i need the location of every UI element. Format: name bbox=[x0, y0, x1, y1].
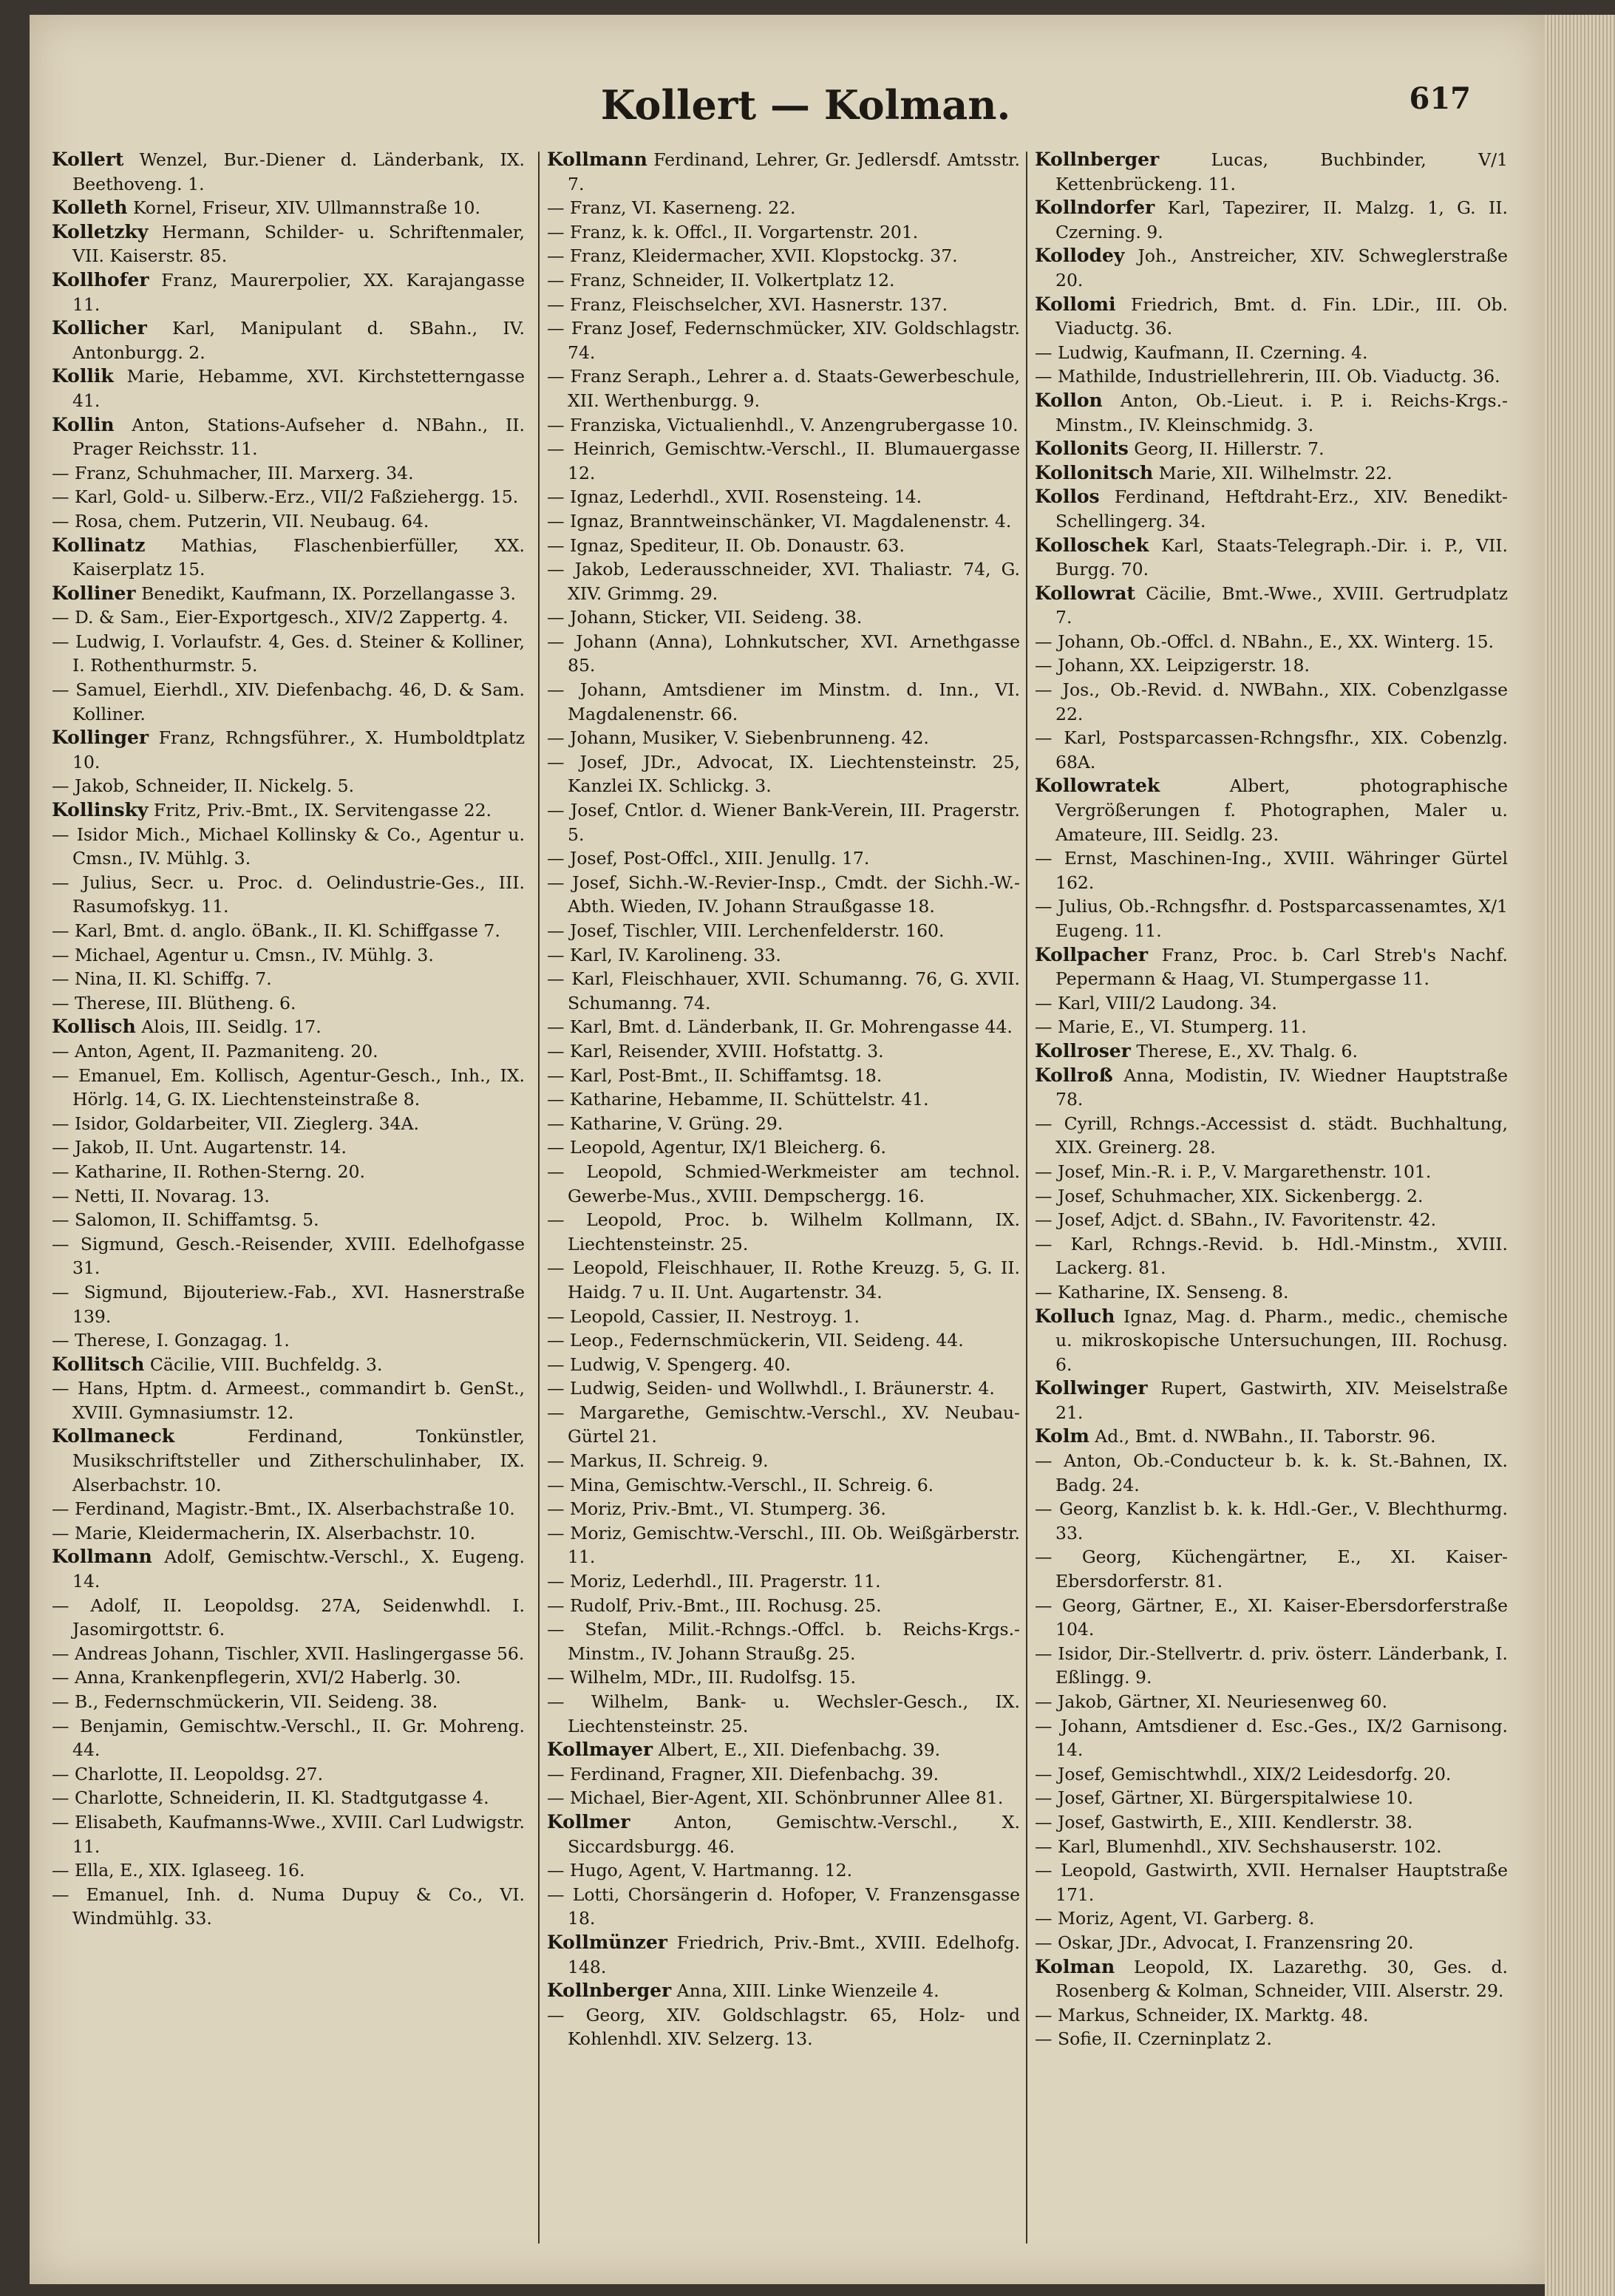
directory-entry: — Isidor, Dir.-Stellvertr. d. priv. österr. Länderbank, I. Eßlingg. 9. bbox=[1035, 1643, 1508, 1688]
directory-entry: — Ella, E., XIX. Iglaseeg. 16. bbox=[52, 1860, 305, 1881]
directory-entry: — Karl, Rchngs.-Revid. b. Hdl.-Minstm., XVIII. Lackerg. 81. bbox=[1035, 1233, 1508, 1279]
directory-entry: — Sigmund, Gesch.-Reisender, XVIII. Edelhofgasse 31. bbox=[52, 1233, 525, 1279]
directory-entry: Kolman Leopold, IX. Lazarethg. 30, Ges. d. Rosenberg & Kolman, Schneider, VIII. Alserstr. 29. bbox=[1035, 1955, 1508, 2002]
directory-entry: — Karl, Blumenhdl., XIV. Sechshauserstr. 102. bbox=[1035, 1835, 1442, 1857]
directory-entry: — Georg, Küchengärtner, E., XI. Kaiser-Ebersdorferstr. 81. bbox=[1035, 1546, 1508, 1592]
directory-entry: — Wilhelm, Bank- u. Wechsler-Gesch., IX. Liechtensteinstr. 25. bbox=[547, 1691, 1020, 1736]
directory-entry: — Franziska, Victualienhdl., V. Anzengrubergasse 10. bbox=[547, 414, 1019, 435]
directory-entry: — Katharine, IX. Senseng. 8. bbox=[1035, 1281, 1289, 1302]
directory-entry: — Karl, Fleischhauer, XVII. Schumanng. 76, G. XVII. Schumanng. 74. bbox=[547, 968, 1020, 1013]
directory-entry: — Benjamin, Gemischtw.-Verschl., II. Gr. Mohreng. 44. bbox=[52, 1715, 525, 1761]
directory-entry: — B., Federnschmückerin, VII. Seideng. 38. bbox=[52, 1691, 438, 1712]
directory-entry: — Karl, VIII/2 Laudong. 34. bbox=[1035, 992, 1277, 1013]
directory-entry: — Markus, II. Schreig. 9. bbox=[547, 1450, 769, 1472]
directory-entry: Kollndorfer Karl, Tapezirer, II. Malzg. 1, G. II. Czerning. 9. bbox=[1035, 197, 1508, 242]
book-page-edge bbox=[1545, 15, 1615, 2296]
directory-entry: — Josef, Post-Offcl., XIII. Jenullg. 17. bbox=[547, 848, 870, 869]
directory-entry: — Josef, Sichh.-W.-Revier-Insp., Cmdt. der Sichh.-W.-Abth. Wieden, IV. Johann Straußgasse 18. bbox=[547, 872, 1020, 917]
directory-entry: — Salomon, II. Schiffamtsg. 5. bbox=[52, 1209, 319, 1231]
directory-entry: Kollmayer Albert, E., XII. Diefenbachg. 39. bbox=[547, 1739, 941, 1761]
directory-entry: Kollnberger Lucas, Buchbinder, V/1 Kettenbrückeng. 11. bbox=[1035, 149, 1508, 194]
directory-entry: — Samuel, Eierhdl., XIV. Diefenbachg. 46, D. & Sam. Kolliner. bbox=[52, 679, 525, 724]
directory-entry: — Franz, Kleidermacher, XVII. Klopstockg. 37. bbox=[547, 245, 958, 267]
directory-entry: — Johann, Musiker, V. Siebenbrunneng. 42. bbox=[547, 727, 929, 749]
page-number: 617 bbox=[1409, 81, 1471, 116]
directory-entry: — Margarethe, Gemischtw.-Verschl., XV. Neubau-Gürtel 21. bbox=[547, 1402, 1020, 1447]
directory-entry: — Johann (Anna), Lohnkutscher, XVI. Arnethgasse 85. bbox=[547, 631, 1020, 676]
directory-entry: — Ludwig, I. Vorlaufstr. 4, Ges. d. Steiner & Kolliner, I. Rothenthurmstr. 5. bbox=[52, 631, 525, 676]
directory-entry: — Ludwig, Seiden- und Wollwhdl., I. Bräunerstr. 4. bbox=[547, 1378, 995, 1399]
directory-entry: Kollonits Georg, II. Hillerstr. 7. bbox=[1035, 438, 1325, 460]
directory-entry: — Elisabeth, Kaufmanns-Wwe., XVIII. Carl Ludwigstr. 11. bbox=[52, 1811, 525, 1857]
directory-entry: — Josef, Schuhmacher, XIX. Sickenbergg. 2. bbox=[1035, 1185, 1424, 1206]
directory-entry: — Ludwig, V. Spengerg. 40. bbox=[547, 1354, 791, 1375]
directory-entry: Kollert Wenzel, Bur.-Diener d. Länderbank, IX. Beethoveng. 1. bbox=[52, 149, 525, 194]
directory-entry: — Therese, I. Gonzagag. 1. bbox=[52, 1330, 290, 1351]
directory-entry: — Georg, Kanzlist b. k. k. Hdl.-Ger., V. Blechthurmg. 33. bbox=[1035, 1498, 1508, 1543]
directory-entry: — Johann, Sticker, VII. Seideng. 38. bbox=[547, 607, 863, 628]
directory-entry: Kollodey Joh., Anstreicher, XIV. Schweglerstraße 20. bbox=[1035, 245, 1508, 291]
directory-entry: — Leopold, Schmied-Werkmeister am technol. Gewerbe-Mus., XVIII. Dempschergg. 16. bbox=[547, 1161, 1020, 1206]
directory-entry: Kollmer Anton, Gemischtw.-Verschl., X. Siccardsburgg. 46. bbox=[547, 1810, 1020, 1857]
directory-entry: — Ignaz, Spediteur, II. Ob. Donaustr. 63. bbox=[547, 534, 905, 556]
directory-entry: — Ignaz, Branntweinschänker, VI. Magdalenenstr. 4. bbox=[547, 510, 1012, 531]
column-middle bbox=[547, 148, 1020, 2262]
directory-entry: — Josef, Tischler, VIII. Lerchenfelderstr. 160. bbox=[547, 920, 945, 941]
directory-entry: — Josef, Adjct. d. SBahn., IV. Favoritenstr. 42. bbox=[1035, 1209, 1437, 1231]
directory-entry: Kollinsky Fritz, Priv.-Bmt., IX. Servitengasse 22. bbox=[52, 799, 492, 821]
directory-entry: — Franz, VI. Kaserneng. 22. bbox=[547, 197, 796, 219]
directory-entry: Kollos Ferdinand, Heftdraht-Erz., XIV. Benedikt-Schellingerg. 34. bbox=[1035, 486, 1508, 531]
directory-entry: — Sofie, II. Czerninplatz 2. bbox=[1035, 2028, 1272, 2050]
directory-entry: Kolleth Kornel, Friseur, XIV. Ullmannstraße 10. bbox=[52, 197, 480, 219]
directory-entry: — Katharine, Hebamme, II. Schüttelstr. 41. bbox=[547, 1089, 929, 1110]
directory-entry: — Lotti, Chorsängerin d. Hofoper, V. Franzensgasse 18. bbox=[547, 1884, 1020, 1929]
directory-entry: — Julius, Secr. u. Proc. d. Oelindustrie-Ges., III. Rasumofskyg. 11. bbox=[52, 872, 525, 917]
directory-entry: — Charlotte, II. Leopoldsg. 27. bbox=[52, 1763, 324, 1784]
directory-entry: — Andreas Johann, Tischler, XVII. Haslingergasse 56. bbox=[52, 1643, 525, 1664]
directory-entry: — Ludwig, Kaufmann, II. Czerning. 4. bbox=[1035, 342, 1368, 363]
directory-entry: — Katharine, V. Grüng. 29. bbox=[547, 1113, 783, 1134]
directory-entry: Kolliner Benedikt, Kaufmann, IX. Porzellangasse 3. bbox=[52, 582, 517, 604]
directory-entry: Kollowratek Albert, photographische Vergrößerungen f. Photographen, Maler u. Amateure, III. Seidlg. 23. bbox=[1035, 775, 1508, 845]
directory-entry: — Moriz, Lederhdl., III. Pragerstr. 11. bbox=[547, 1571, 881, 1592]
directory-entry: — Anna, Krankenpflegerin, XVI/2 Haberlg. 30. bbox=[52, 1667, 461, 1688]
directory-entry: — Julius, Ob.-Rchngsfhr. d. Postsparcassenamtes, X/1 Eugeng. 11. bbox=[1035, 896, 1508, 941]
directory-entry: Kollon Anton, Ob.-Lieut. i. P. i. Reichs-Krgs.-Minstm., IV. Kleinschmidg. 3. bbox=[1035, 389, 1508, 435]
directory-entry: Kollroß Anna, Modistin, IV. Wiedner Hauptstraße 78. bbox=[1035, 1064, 1508, 1110]
directory-entry: — D. & Sam., Eier-Exportgesch., XIV/2 Zappertg. 4. bbox=[52, 607, 509, 628]
directory-entry: Kollnberger Anna, XIII. Linke Wienzeile 4. bbox=[547, 1980, 939, 2002]
directory-entry: — Franz, Fleischselcher, XVI. Hasnerstr. 137. bbox=[547, 293, 948, 315]
directory-entry: Kollik Marie, Hebamme, XVI. Kirchstetterngasse 41. bbox=[52, 365, 525, 411]
directory-entry: Kolletzky Hermann, Schilder- u. Schriftenmaler, VII. Kaiserstr. 85. bbox=[52, 220, 525, 267]
column-left bbox=[52, 148, 525, 2262]
directory-entry: Kollmann Ferdinand, Lehrer, Gr. Jedlersdf. Amtsstr. 7. bbox=[547, 149, 1020, 194]
directory-entry: — Leopold, Gastwirth, XVII. Hernalser Hauptstraße 171. bbox=[1035, 1860, 1508, 1905]
directory-entry: — Ernst, Maschinen-Ing., XVIII. Währinger Gürtel 162. bbox=[1035, 848, 1508, 893]
directory-entry: — Johann, Ob.-Offcl. d. NBahn., E., XX. Winterg. 15. bbox=[1035, 631, 1494, 652]
directory-entry: — Franz, Schuhmacher, III. Marxerg. 34. bbox=[52, 462, 414, 483]
directory-entry: — Moriz, Gemischtw.-Verschl., III. Ob. Weißgärberstr. 11. bbox=[547, 1522, 1020, 1568]
directory-entry: — Nina, II. Kl. Schiffg. 7. bbox=[52, 968, 272, 990]
directory-entry: — Leopold, Fleischhauer, II. Rothe Kreuzg. 5, G. II. Haidg. 7 u. II. Unt. Augartenstr. 34. bbox=[547, 1257, 1020, 1302]
directory-entry: — Anton, Agent, II. Pazmaniteng. 20. bbox=[52, 1040, 378, 1062]
directory-entry: — Netti, II. Novarag. 13. bbox=[52, 1185, 270, 1206]
directory-entry: — Josef, Cntlor. d. Wiener Bank-Verein, III. Pragerstr. 5. bbox=[547, 800, 1020, 845]
directory-entry: — Oskar, JDr., Advocat, I. Franzensring 20. bbox=[1035, 1932, 1414, 1953]
directory-entry: — Josef, Gärtner, XI. Bürgerspitalwiese 10. bbox=[1035, 1787, 1414, 1809]
directory-entry: — Franz, k. k. Offcl., II. Vorgartenstr. 201. bbox=[547, 221, 919, 242]
directory-entry: — Moriz, Agent, VI. Garberg. 8. bbox=[1035, 1908, 1315, 1929]
directory-entry: — Adolf, II. Leopoldsg. 27A, Seidenwhdl. I. Jasomirgottstr. 6. bbox=[52, 1594, 525, 1640]
directory-entry: — Leopold, Agentur, IX/1 Bleicherg. 6. bbox=[547, 1137, 886, 1158]
column-right bbox=[1035, 148, 1508, 2262]
directory-entry: — Jakob, Lederausschneider, XVI. Thaliastr. 74, G. XIV. Grimmg. 29. bbox=[547, 559, 1020, 604]
directory-entry: Kollmaneck Ferdinand, Tonkünstler, Musikschriftsteller und Zitherschulinhaber, IX. Alserbachstr. 10. bbox=[52, 1425, 525, 1495]
directory-entry: Kolluch Ignaz, Mag. d. Pharm., medic., chemische u. mikroskopische Untersuchungen, III. Rochusg. 6. bbox=[1035, 1305, 1508, 1375]
directory-entry: Kollpacher Franz, Proc. b. Carl Streb's Nachf. Pepermann & Haag, VI. Stumpergasse 11. bbox=[1035, 943, 1508, 990]
directory-entry: Kollowrat Cäcilie, Bmt.-Wwe., XVIII. Gertrudplatz 7. bbox=[1035, 582, 1508, 628]
directory-entry: — Karl, Post-Bmt., II. Schiffamtsg. 18. bbox=[547, 1064, 883, 1086]
directory-entry: — Wilhelm, MDr., III. Rudolfsg. 15. bbox=[547, 1667, 856, 1688]
directory-entry: — Josef, JDr., Advocat, IX. Liechtensteinstr. 25, Kanzlei IX. Schlickg. 3. bbox=[547, 751, 1020, 797]
directory-entry: — Emanuel, Inh. d. Numa Dupuy & Co., VI. Windmühlg. 33. bbox=[52, 1884, 525, 1929]
directory-entry: — Franz, Schneider, II. Volkertplatz 12. bbox=[547, 269, 895, 291]
directory-entry: Kollmann Adolf, Gemischtw.-Verschl., X. Eugeng. 14. bbox=[52, 1546, 525, 1592]
directory-entry: — Jakob, Gärtner, XI. Neuriesenweg 60. bbox=[1035, 1691, 1388, 1712]
directory-entry: — Josef, Min.-R. i. P., V. Margarethenstr. 101. bbox=[1035, 1161, 1432, 1182]
directory-entry: — Isidor Mich., Michael Kollinsky & Co., Agentur u. Cmsn., IV. Mühlg. 3. bbox=[52, 823, 525, 869]
directory-entry: — Hans, Hptm. d. Armeest., commandirt b. GenSt., XVIII. Gymnasiumstr. 12. bbox=[52, 1378, 525, 1423]
directory-entry: — Mathilde, Industriellehrerin, III. Ob. Viaductg. 36. bbox=[1035, 366, 1500, 387]
directory-entry: — Leopold, Cassier, II. Nestroyg. 1. bbox=[547, 1305, 860, 1327]
column-rule bbox=[1026, 152, 1027, 2244]
directory-entry: — Anton, Ob.-Conducteur b. k. k. St.-Bahnen, IX. Badg. 24. bbox=[1035, 1450, 1508, 1495]
directory-entry: — Karl, Reisender, XVIII. Hofstattg. 3. bbox=[547, 1040, 884, 1062]
directory-entry: — Rudolf, Priv.-Bmt., III. Rochusg. 25. bbox=[547, 1594, 882, 1616]
directory-entry: — Karl, Bmt. d. Länderbank, II. Gr. Mohrengasse 44. bbox=[547, 1016, 1013, 1038]
directory-entry: Kollhofer Franz, Maurerpolier, XX. Karajangasse 11. bbox=[52, 268, 525, 315]
directory-entry: — Katharine, II. Rothen-Sterng. 20. bbox=[52, 1161, 365, 1182]
directory-entry: — Josef, Gastwirth, E., XIII. Kendlerstr. 38. bbox=[1035, 1811, 1413, 1833]
directory-entry: — Marie, E., VI. Stumperg. 11. bbox=[1035, 1016, 1307, 1038]
running-head: Kollert — Kolman. bbox=[600, 81, 1011, 129]
directory-entry: Kollwinger Rupert, Gastwirth, XIV. Meiselstraße 21. bbox=[1035, 1377, 1508, 1423]
directory-entry: Kollin Anton, Stations-Aufseher d. NBahn., II. Prager Reichsstr. 11. bbox=[52, 413, 525, 460]
directory-entry: — Johann, XX. Leipzigerstr. 18. bbox=[1035, 655, 1310, 676]
directory-entry: — Therese, III. Blütheng. 6. bbox=[52, 992, 296, 1013]
directory-entry: — Heinrich, Gemischtw.-Verschl., II. Blumauergasse 12. bbox=[547, 438, 1020, 483]
directory-entry: — Michael, Bier-Agent, XII. Schönbrunner Allee 81. bbox=[547, 1787, 1004, 1809]
directory-entry: — Jakob, Schneider, II. Nickelg. 5. bbox=[52, 775, 355, 797]
directory-entry: — Cyrill, Rchngs.-Accessist d. städt. Buchhaltung, XIX. Greinerg. 28. bbox=[1035, 1113, 1508, 1158]
directory-entry: — Mina, Gemischtw.-Verschl., II. Schreig. 6. bbox=[547, 1474, 934, 1495]
directory-entry: — Karl, IV. Karolineng. 33. bbox=[547, 944, 781, 965]
directory-entry: — Josef, Gemischtwhdl., XIX/2 Leidesdorfg. 20. bbox=[1035, 1763, 1452, 1784]
directory-entry: — Johann, Amtsdiener im Minstm. d. Inn., VI. Magdalenenstr. 66. bbox=[547, 679, 1020, 724]
directory-entry: Kolm Ad., Bmt. d. NWBahn., II. Taborstr. 96. bbox=[1035, 1425, 1436, 1447]
directory-entry: — Hugo, Agent, V. Hartmanng. 12. bbox=[547, 1860, 853, 1881]
directory-entry: — Sigmund, Bijouteriew.-Fab., XVI. Hasnerstraße 139. bbox=[52, 1281, 525, 1327]
directory-entry: — Ferdinand, Fragner, XII. Diefenbachg. 39. bbox=[547, 1763, 939, 1784]
page-header bbox=[30, 59, 1545, 140]
directory-entry: Kollonitsch Marie, XII. Wilhelmstr. 22. bbox=[1035, 461, 1393, 483]
column-rule bbox=[538, 152, 540, 2244]
directory-entry: — Ignaz, Lederhdl., XVII. Rosensteing. 14. bbox=[547, 486, 922, 508]
directory-entry: — Georg, Gärtner, E., XI. Kaiser-Ebersdorferstraße 104. bbox=[1035, 1594, 1508, 1640]
directory-page bbox=[30, 15, 1545, 2284]
directory-entry: Kollitsch Cäcilie, VIII. Buchfeldg. 3. bbox=[52, 1353, 383, 1375]
directory-entry: — Karl, Bmt. d. anglo. öBank., II. Kl. Schiffgasse 7. bbox=[52, 920, 500, 941]
directory-entry: Kollicher Karl, Manipulant d. SBahn., IV. Antonburgg. 2. bbox=[52, 317, 525, 363]
directory-entry: Kollroser Therese, E., XV. Thalg. 6. bbox=[1035, 1039, 1358, 1062]
directory-entry: Kollinatz Mathias, Flaschenbierfüller, XX. Kaiserplatz 15. bbox=[52, 534, 525, 580]
directory-entry: — Michael, Agentur u. Cmsn., IV. Mühlg. 3. bbox=[52, 944, 434, 965]
directory-entry: Kollomi Friedrich, Bmt. d. Fin. LDir., III. Ob. Viaductg. 36. bbox=[1035, 293, 1508, 339]
directory-entry: Kollinger Franz, Rchngsführer., X. Humboldtplatz 10. bbox=[52, 727, 525, 772]
directory-entry: — Markus, Schneider, IX. Marktg. 48. bbox=[1035, 2004, 1369, 2025]
directory-entry: Kollisch Alois, III. Seidlg. 17. bbox=[52, 1016, 322, 1038]
directory-entry: — Karl, Postsparcassen-Rchngsfhr., XIX. Cobenzlg. 68A. bbox=[1035, 727, 1508, 772]
directory-entry: — Moriz, Priv.-Bmt., VI. Stumperg. 36. bbox=[547, 1498, 886, 1520]
directory-entry: — Johann, Amtsdiener d. Esc.-Ges., IX/2 Garnisong. 14. bbox=[1035, 1715, 1508, 1761]
directory-entry: — Leopold, Proc. b. Wilhelm Kollmann, IX. Liechtensteinstr. 25. bbox=[547, 1209, 1020, 1254]
directory-entry: — Isidor, Goldarbeiter, VII. Zieglerg. 34A. bbox=[52, 1113, 419, 1134]
directory-entry: — Stefan, Milit.-Rchngs.-Offcl. b. Reichs-Krgs.-Minstm., IV. Johann Straußg. 25. bbox=[547, 1619, 1020, 1664]
directory-entry: — Rosa, chem. Putzerin, VII. Neubaug. 64. bbox=[52, 510, 429, 531]
directory-entry: — Jos., Ob.-Revid. d. NWBahn., XIX. Cobenzlgasse 22. bbox=[1035, 679, 1508, 724]
directory-entry: — Marie, Kleidermacherin, IX. Alserbachstr. 10. bbox=[52, 1522, 476, 1543]
directory-entry: — Leop., Federnschmückerin, VII. Seideng. 44. bbox=[547, 1330, 964, 1351]
directory-entry: — Karl, Gold- u. Silberw.-Erz., VII/2 Faßziehergg. 15. bbox=[52, 486, 519, 508]
directory-entry: — Emanuel, Em. Kollisch, Agentur-Gesch., Inh., IX. Hörlg. 14, G. IX. Liechtensteinstraße 8. bbox=[52, 1064, 525, 1110]
directory-entry: — Jakob, II. Unt. Augartenstr. 14. bbox=[52, 1137, 347, 1158]
directory-entry: — Charlotte, Schneiderin, II. Kl. Stadtgutgasse 4. bbox=[52, 1787, 489, 1809]
directory-entry: — Georg, XIV. Goldschlagstr. 65, Holz- und Kohlenhdl. XIV. Selzerg. 13. bbox=[547, 2004, 1020, 2050]
directory-entry: — Franz Seraph., Lehrer a. d. Staats-Gewerbeschule, XII. Werthenburgg. 9. bbox=[547, 366, 1020, 411]
directory-entry: — Ferdinand, Magistr.-Bmt., IX. Alserbachstraße 10. bbox=[52, 1498, 515, 1520]
directory-entry: Kollmünzer Friedrich, Priv.-Bmt., XVIII. Edelhofg. 148. bbox=[547, 1931, 1020, 1977]
directory-entry: — Franz Josef, Federnschmücker, XIV. Goldschlagstr. 74. bbox=[547, 318, 1020, 363]
directory-entry: Kolloschek Karl, Staats-Telegraph.-Dir. i. P., VII. Burgg. 70. bbox=[1035, 534, 1508, 580]
